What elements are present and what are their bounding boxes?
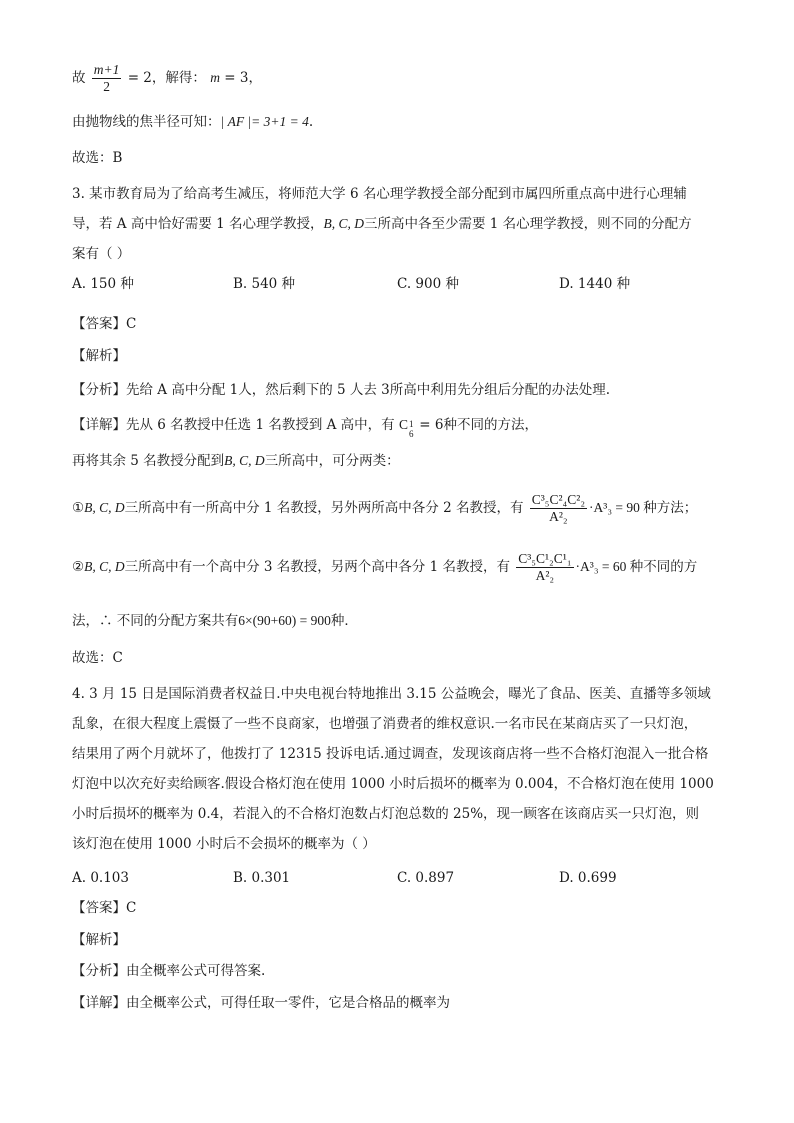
text: = 3， <box>224 70 262 86</box>
q3-select: 故选：C <box>72 650 123 666</box>
q3-answer: 【答案】C <box>72 316 137 332</box>
text: ① <box>72 500 85 516</box>
q3-option-d: D. 1440 种 <box>559 276 631 292</box>
fraction-numerator: C³₅C²₄C²₂ <box>531 492 586 507</box>
math-var: m <box>210 70 220 85</box>
text: = 2，解得： <box>127 70 206 86</box>
answer-select: 故选：B <box>72 150 123 166</box>
text: 三所高中有一所高中分 1 名教授，另外两所高中各分 2 名教授，有 <box>124 500 524 516</box>
text: 导，若 A 高中恰好需要 1 名心理学教授， <box>72 216 324 232</box>
q3-detail-case-2 <box>72 551 697 584</box>
math-expr: B, C, D <box>224 453 265 468</box>
text: ② <box>72 559 85 575</box>
fraction-numerator: C³₅C¹₂C¹₁ <box>518 551 572 566</box>
text: 由抛物线的焦半径可知： <box>72 114 221 130</box>
q3-stem-3: 案有（ ） <box>72 246 131 262</box>
math-expr: | AF |= 3+1 = 4 <box>220 114 309 129</box>
text: = 6种不同的方法， <box>419 417 538 433</box>
math-expr: B, C, D <box>84 500 125 515</box>
q3-stem-2 <box>72 214 692 234</box>
fraction <box>530 492 587 525</box>
fraction-denominator: A²₂ <box>549 509 568 524</box>
q4-stem-4: 灯泡中以次充好卖给顾客.假设合格灯泡在使用 1000 小时后损坏的概率为 0.004，不合格灯泡在使用 1000 <box>72 776 714 792</box>
math-expr: 6×(90+60) = 900 <box>238 613 331 628</box>
text: 三所高中，可分两类： <box>264 453 400 469</box>
fraction-denominator: 2 <box>103 79 110 94</box>
q3-detail-2 <box>72 451 400 471</box>
text: 三所高中各至少需要 1 名心理学教授，则不同的分配方 <box>364 216 692 232</box>
q4-stem-1: 4. 3 月 15 日是国际消费者权益日.中央电视台特地推出 3.15 公益晚会，曝光了食品、医美、直播等多领域 <box>72 686 711 702</box>
q3-stem-1: 3. 某市教育局为了给高考生减压，将师范大学 6 名心理学教授全部分配到市属四所重点高中进行心理辅 <box>72 186 687 202</box>
text: . <box>308 114 314 130</box>
combo-sub: 6 <box>409 428 414 439</box>
q3-option-c: C. 900 种 <box>397 276 459 292</box>
q3-analysis-heading: 【解析】 <box>72 348 126 364</box>
q3-detail-conclusion <box>72 611 358 631</box>
math-expr: B, C, D <box>84 559 125 574</box>
text: 三所高中有一个高中分 3 名教授，另两个高中各分 1 名教授，有 <box>124 559 510 575</box>
q4-analysis-heading: 【解析】 <box>72 932 126 948</box>
q4-option-b: B. 0.301 <box>233 870 291 886</box>
solution-line-1 <box>72 62 262 95</box>
q4-stem-3: 结果用了两个月就坏了，他拨打了 12315 投诉电话.通过调查，发现该商店将一些不合格灯泡混入一批合格 <box>72 746 709 762</box>
combo-sup: 1 <box>409 418 414 429</box>
q3-option-b: B. 540 种 <box>233 276 296 292</box>
q4-option-d: D. 0.699 <box>559 870 617 886</box>
q4-answer: 【答案】C <box>72 900 137 916</box>
text: 种． <box>330 613 358 629</box>
q4-stem-6: 该灯泡在使用 1000 小时后不会损坏的概率为（ ） <box>72 836 376 852</box>
math-expr: B, C, D <box>323 216 365 231</box>
q3-option-a: A. 150 种 <box>72 276 134 292</box>
q4-option-a: A. 0.103 <box>72 870 129 886</box>
q3-analysis: 【分析】先给 A 高中分配 1人，然后剩下的 5 人去 3所高中利用先分组后分配的办法处理. <box>72 382 611 398</box>
fraction <box>516 551 573 584</box>
fraction-denominator: A²₂ <box>535 568 555 583</box>
text: 【详解】先从 6 名教授中任选 1 名教授到 A 高中，有 <box>72 417 395 433</box>
q4-detail: 【详解】由全概率公式，可得任取一零件，它是合格品的概率为 <box>72 995 450 1011</box>
combination-symbol <box>398 415 415 439</box>
q4-stem-2: 乱象，在很大程度上震慑了一些不良商家，也增强了消费者的维权意识.一名市民在某商店买了一只灯泡， <box>72 716 698 732</box>
text: ·A³₃ = 60 种不同的方 <box>575 559 698 574</box>
q3-detail-1 <box>72 415 538 439</box>
text: 故 <box>72 70 86 86</box>
text: 再将其余 5 名教授分配到 <box>72 453 225 469</box>
q3-detail-case-1 <box>72 492 697 525</box>
text: 法，∴ 不同的分配方案共有 <box>72 613 239 629</box>
q4-analysis: 【分析】由全概率公式可得答案. <box>72 963 266 979</box>
q4-option-c: C. 0.897 <box>397 870 455 886</box>
q4-stem-5: 小时后损坏的概率为 0.4，若混入的不合格灯泡数占灯泡总数的 25%，现一顾客在该商店买一只灯泡，则 <box>72 806 700 822</box>
fraction-numerator: m+1 <box>93 62 120 77</box>
text: ·A³₃ = 90 种方法； <box>589 500 698 515</box>
fraction <box>92 62 122 95</box>
solution-line-2 <box>72 112 313 132</box>
combo-letter: C <box>398 417 408 432</box>
combo-indices <box>408 418 415 439</box>
